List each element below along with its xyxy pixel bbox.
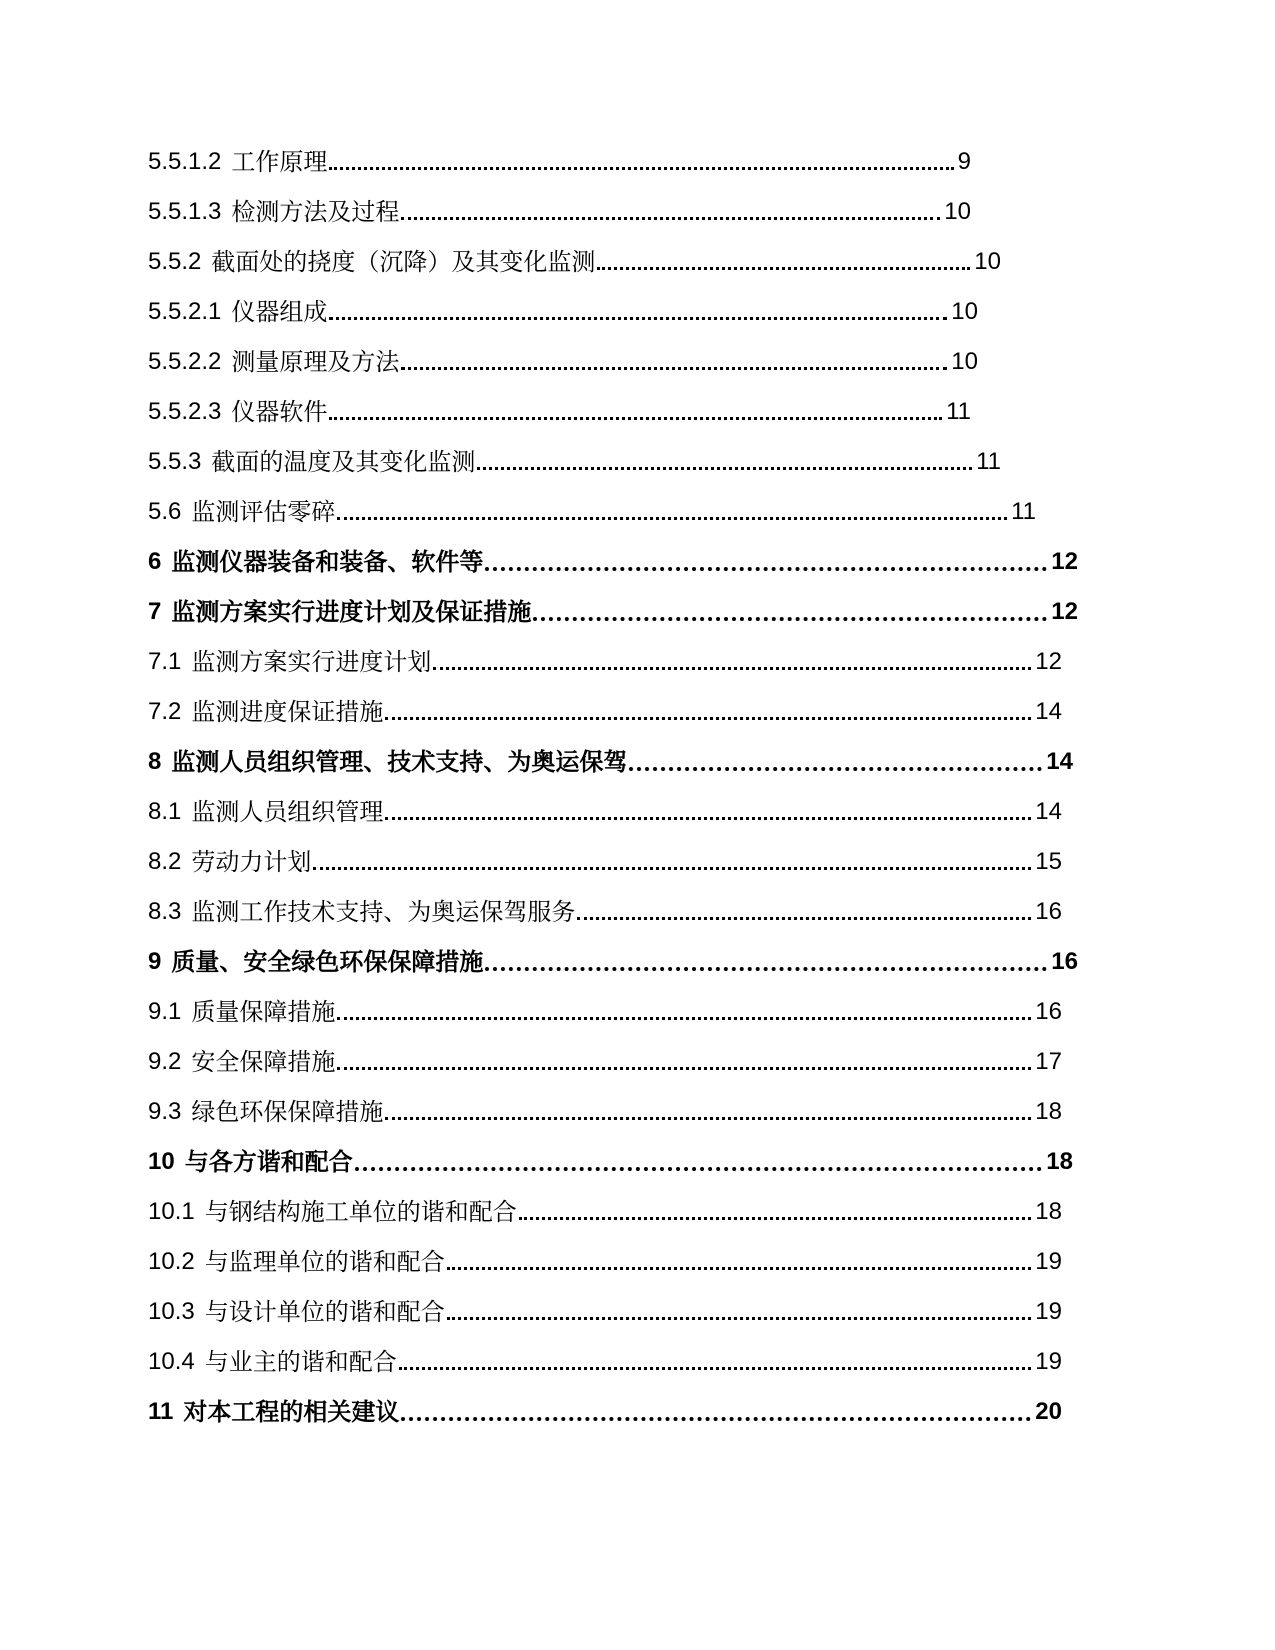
toc-entry-title: 仪器软件: [231, 398, 328, 426]
toc-entry-page: 19: [1035, 1348, 1062, 1375]
dot-leader: [337, 1067, 1031, 1070]
dot-leader: [385, 717, 1031, 720]
toc-entry-title: 与钢结构施工单位的谐和配合: [204, 1198, 517, 1226]
toc-entry-page: 11: [946, 398, 971, 425]
dot-leader: [577, 917, 1031, 920]
toc-entry-title: 与设计单位的谐和配合: [204, 1298, 445, 1326]
dot-leader: [519, 1217, 1032, 1220]
toc-entry-page: 18: [1035, 1198, 1062, 1225]
toc-entry[interactable]: [148, 438, 1001, 478]
dot-leader: [385, 1117, 1031, 1120]
toc-entry-number: 9.3: [148, 1098, 182, 1125]
toc-entry[interactable]: [148, 288, 978, 328]
dot-leader: [329, 417, 942, 420]
toc-entry[interactable]: [148, 738, 1073, 778]
toc-entry-title: 检测方法及过程: [231, 198, 400, 226]
dot-leader: [447, 1267, 1032, 1270]
dot-leader: [433, 667, 1031, 670]
toc-entry-number: 11: [148, 1398, 174, 1425]
toc-entry-title: 与业主的谐和配合: [204, 1348, 397, 1376]
toc-entry-title: 安全保障措施: [191, 1048, 336, 1076]
dot-leader: [337, 517, 1007, 520]
toc-entry[interactable]: [148, 338, 978, 378]
toc-entry-page: 14: [1035, 698, 1062, 725]
toc-entry-number: 10.2: [148, 1248, 195, 1275]
toc-entry-page: 10: [951, 348, 978, 375]
toc-entry-page: 14: [1035, 798, 1062, 825]
toc-entry-number: 10.3: [148, 1298, 195, 1325]
dot-leader: [447, 1317, 1032, 1320]
toc-entry[interactable]: [148, 1388, 1062, 1428]
toc-entry-number: 5.5.2: [148, 248, 202, 275]
dot-leader: [313, 867, 1031, 870]
dot-leader: [329, 167, 953, 170]
toc-entry-number: 5.5.1.2: [148, 148, 222, 175]
toc-entry-title: 仪器组成: [231, 298, 328, 326]
toc-entry-page: 10: [944, 198, 971, 225]
toc-entry[interactable]: [148, 688, 1062, 728]
toc-entry-title: 监测方案实行进度计划: [191, 648, 432, 676]
toc-entry[interactable]: [148, 138, 971, 178]
toc-entry-number: 10.1: [148, 1198, 195, 1225]
toc-entry-title: 截面处的挠度（沉降）及其变化监测: [211, 248, 596, 276]
dot-leader: [533, 617, 1047, 621]
toc-entry-page: 20: [1035, 1398, 1062, 1425]
toc-entry-title: 监测评估零碎: [191, 498, 336, 526]
toc-entry-page: 19: [1035, 1248, 1062, 1275]
toc-entry-page: 11: [1011, 498, 1036, 525]
dot-leader: [399, 1367, 1032, 1370]
toc-entry-page: 10: [974, 248, 1001, 275]
toc-entry-page: 12: [1051, 548, 1078, 575]
toc-entry-title: 绿色环保保障措施: [191, 1098, 384, 1126]
toc-entry-number: 8: [148, 748, 162, 775]
toc-entry-page: 11: [976, 448, 1001, 475]
toc-entry-number: 7.2: [148, 698, 182, 725]
toc-entry[interactable]: [148, 188, 971, 228]
toc-entry-page: 17: [1035, 1048, 1062, 1075]
toc-entry-page: 10: [951, 298, 978, 325]
toc-entry-number: 10.4: [148, 1348, 195, 1375]
toc-entry-number: 8.2: [148, 848, 182, 875]
toc-entry-title: 对本工程的相关建议: [183, 1398, 400, 1426]
toc-entry-number: 5.5.2.1: [148, 298, 222, 325]
toc-entry-page: 16: [1035, 998, 1062, 1025]
toc-entry[interactable]: [148, 1138, 1073, 1178]
dot-leader: [329, 317, 947, 320]
toc-entry[interactable]: [148, 988, 1062, 1028]
toc-entry-title: 监测人员组织管理、技术支持、为奥运保驾: [171, 748, 628, 776]
toc-entry[interactable]: [148, 1288, 1062, 1328]
toc-entry[interactable]: [148, 488, 1036, 528]
toc-entry-number: 8.3: [148, 898, 182, 925]
toc-entry-title: 与监理单位的谐和配合: [204, 1248, 445, 1276]
toc-entry-page: 18: [1046, 1148, 1073, 1175]
toc-entry-number: 7.1: [148, 648, 182, 675]
toc-entry-number: 9.2: [148, 1048, 182, 1075]
toc-entry[interactable]: [148, 388, 971, 428]
toc-entry-title: 监测工作技术支持、为奥运保驾服务: [191, 898, 576, 926]
dot-leader: [401, 217, 940, 220]
toc-entry-page: 14: [1046, 748, 1073, 775]
toc-entry-title: 质量保障措施: [191, 998, 336, 1026]
toc-entry-page: 15: [1035, 848, 1062, 875]
toc-entry-title: 监测方案实行进度计划及保证措施: [171, 598, 532, 626]
dot-leader: [485, 567, 1047, 571]
toc-entry-number: 9.1: [148, 998, 182, 1025]
dot-leader: [337, 1017, 1031, 1020]
toc-entry-page: 19: [1035, 1298, 1062, 1325]
toc-entry-page: 9: [957, 148, 971, 175]
toc-entry-number: 5.6: [148, 498, 182, 525]
toc-entry-page: 16: [1035, 898, 1062, 925]
toc-entry[interactable]: [148, 1188, 1062, 1228]
toc-entry-title: 监测进度保证措施: [191, 698, 384, 726]
toc-entry[interactable]: [148, 1338, 1062, 1378]
toc-entry[interactable]: [148, 238, 1001, 278]
toc-entry-number: 5.5.3: [148, 448, 202, 475]
toc-entry[interactable]: [148, 1238, 1062, 1278]
toc-entry-page: 12: [1051, 598, 1078, 625]
toc-entry-title: 监测人员组织管理: [191, 798, 384, 826]
toc-entry[interactable]: [148, 1038, 1062, 1078]
toc-entry[interactable]: [148, 638, 1062, 678]
toc-entry-page: 12: [1035, 648, 1062, 675]
dot-leader: [401, 367, 947, 370]
dot-leader: [597, 267, 970, 270]
toc-entry[interactable]: [148, 588, 1078, 628]
toc-entry[interactable]: [148, 888, 1062, 928]
toc-entry-number: 5.5.2.3: [148, 398, 222, 425]
toc-entry-title: 劳动力计划: [191, 848, 312, 876]
toc-entry-title: 监测仪器装备和装备、软件等: [171, 548, 484, 576]
dot-leader: [629, 767, 1042, 771]
toc-entry[interactable]: [148, 788, 1062, 828]
toc-entry-page: 18: [1035, 1098, 1062, 1125]
toc-entry[interactable]: [148, 938, 1078, 978]
toc-entry-number: 5.5.1.3: [148, 198, 222, 225]
dot-leader: [485, 967, 1047, 971]
toc-entry-number: 6: [148, 548, 162, 575]
toc-entry-title: 质量、安全绿色环保保障措施: [171, 948, 484, 976]
toc-entry-number: 8.1: [148, 798, 182, 825]
toc-entry-title: 测量原理及方法: [231, 348, 400, 376]
dot-leader: [385, 817, 1031, 820]
toc-entry-title: 工作原理: [231, 148, 328, 176]
dot-leader: [355, 1167, 1043, 1171]
toc-entry-title: 截面的温度及其变化监测: [211, 448, 476, 476]
toc-entry-page: 16: [1051, 948, 1078, 975]
toc-entry-number: 9: [148, 948, 162, 975]
toc-entry[interactable]: [148, 1088, 1062, 1128]
dot-leader: [401, 1417, 1031, 1421]
toc-entry-number: 10: [148, 1148, 175, 1175]
toc-entry[interactable]: [148, 538, 1078, 578]
toc-entry-number: 7: [148, 598, 162, 625]
dot-leader: [477, 467, 972, 470]
toc-entry-number: 5.5.2.2: [148, 348, 222, 375]
toc-entry-title: 与各方谐和配合: [184, 1148, 353, 1176]
toc-entry[interactable]: [148, 838, 1062, 878]
